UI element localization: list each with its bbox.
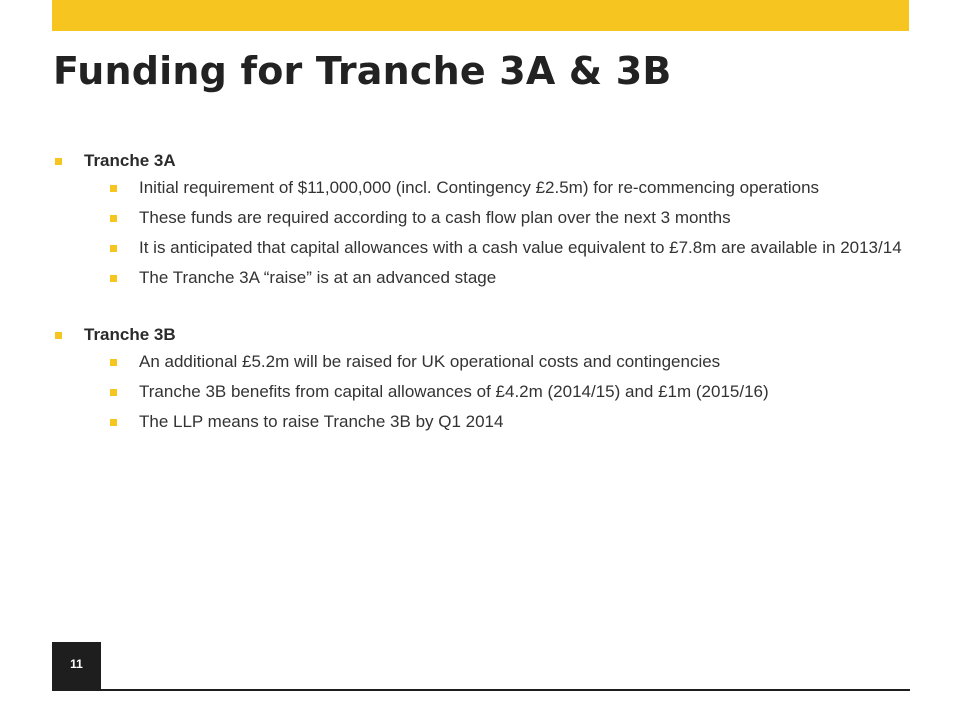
- square-bullet-icon: [110, 245, 117, 252]
- list-item-text: The Tranche 3A “raise” is at an advanced stage: [139, 268, 497, 287]
- list-item-text: It is anticipated that capital allowances with a cash value equivalent to £7.8m are available in 2013/14: [139, 238, 902, 257]
- page-number-box: [52, 642, 101, 691]
- list-item-text: These funds are required according to a cash flow plan over the next 3 months: [139, 208, 731, 227]
- square-bullet-icon: [55, 158, 62, 165]
- list-item: [55, 381, 915, 403]
- section-header: [55, 324, 915, 346]
- list-item: [55, 411, 915, 433]
- square-bullet-icon: [110, 215, 117, 222]
- top-accent-bar: [52, 0, 909, 31]
- section-header-label: Tranche 3B: [84, 325, 176, 344]
- section-tranche-3a: [55, 150, 915, 289]
- section-header-label: Tranche 3A: [84, 151, 176, 170]
- square-bullet-icon: [110, 419, 117, 426]
- square-bullet-icon: [110, 185, 117, 192]
- slide-title: Funding for Tranche 3A & 3B: [53, 49, 672, 93]
- list-item: [55, 237, 915, 259]
- list-item: [55, 207, 915, 229]
- footer-divider: [101, 689, 910, 691]
- list-item: [55, 351, 915, 373]
- square-bullet-icon: [110, 389, 117, 396]
- list-item: [55, 177, 915, 199]
- slide-content: [55, 150, 915, 468]
- list-item: [55, 267, 915, 289]
- page-number: 11: [70, 657, 83, 671]
- square-bullet-icon: [55, 332, 62, 339]
- square-bullet-icon: [110, 275, 117, 282]
- section-header: [55, 150, 915, 172]
- list-item-text: Tranche 3B benefits from capital allowances of £4.2m (2014/15) and £1m (2015/16): [139, 382, 769, 401]
- square-bullet-icon: [110, 359, 117, 366]
- list-item-text: An additional £5.2m will be raised for UK operational costs and contingencies: [139, 352, 721, 371]
- list-item-text: The LLP means to raise Tranche 3B by Q1 2014: [139, 412, 504, 431]
- section-tranche-3b: [55, 324, 915, 433]
- list-item-text: Initial requirement of $11,000,000 (incl. Contingency £2.5m) for re-commencing operations: [139, 178, 820, 197]
